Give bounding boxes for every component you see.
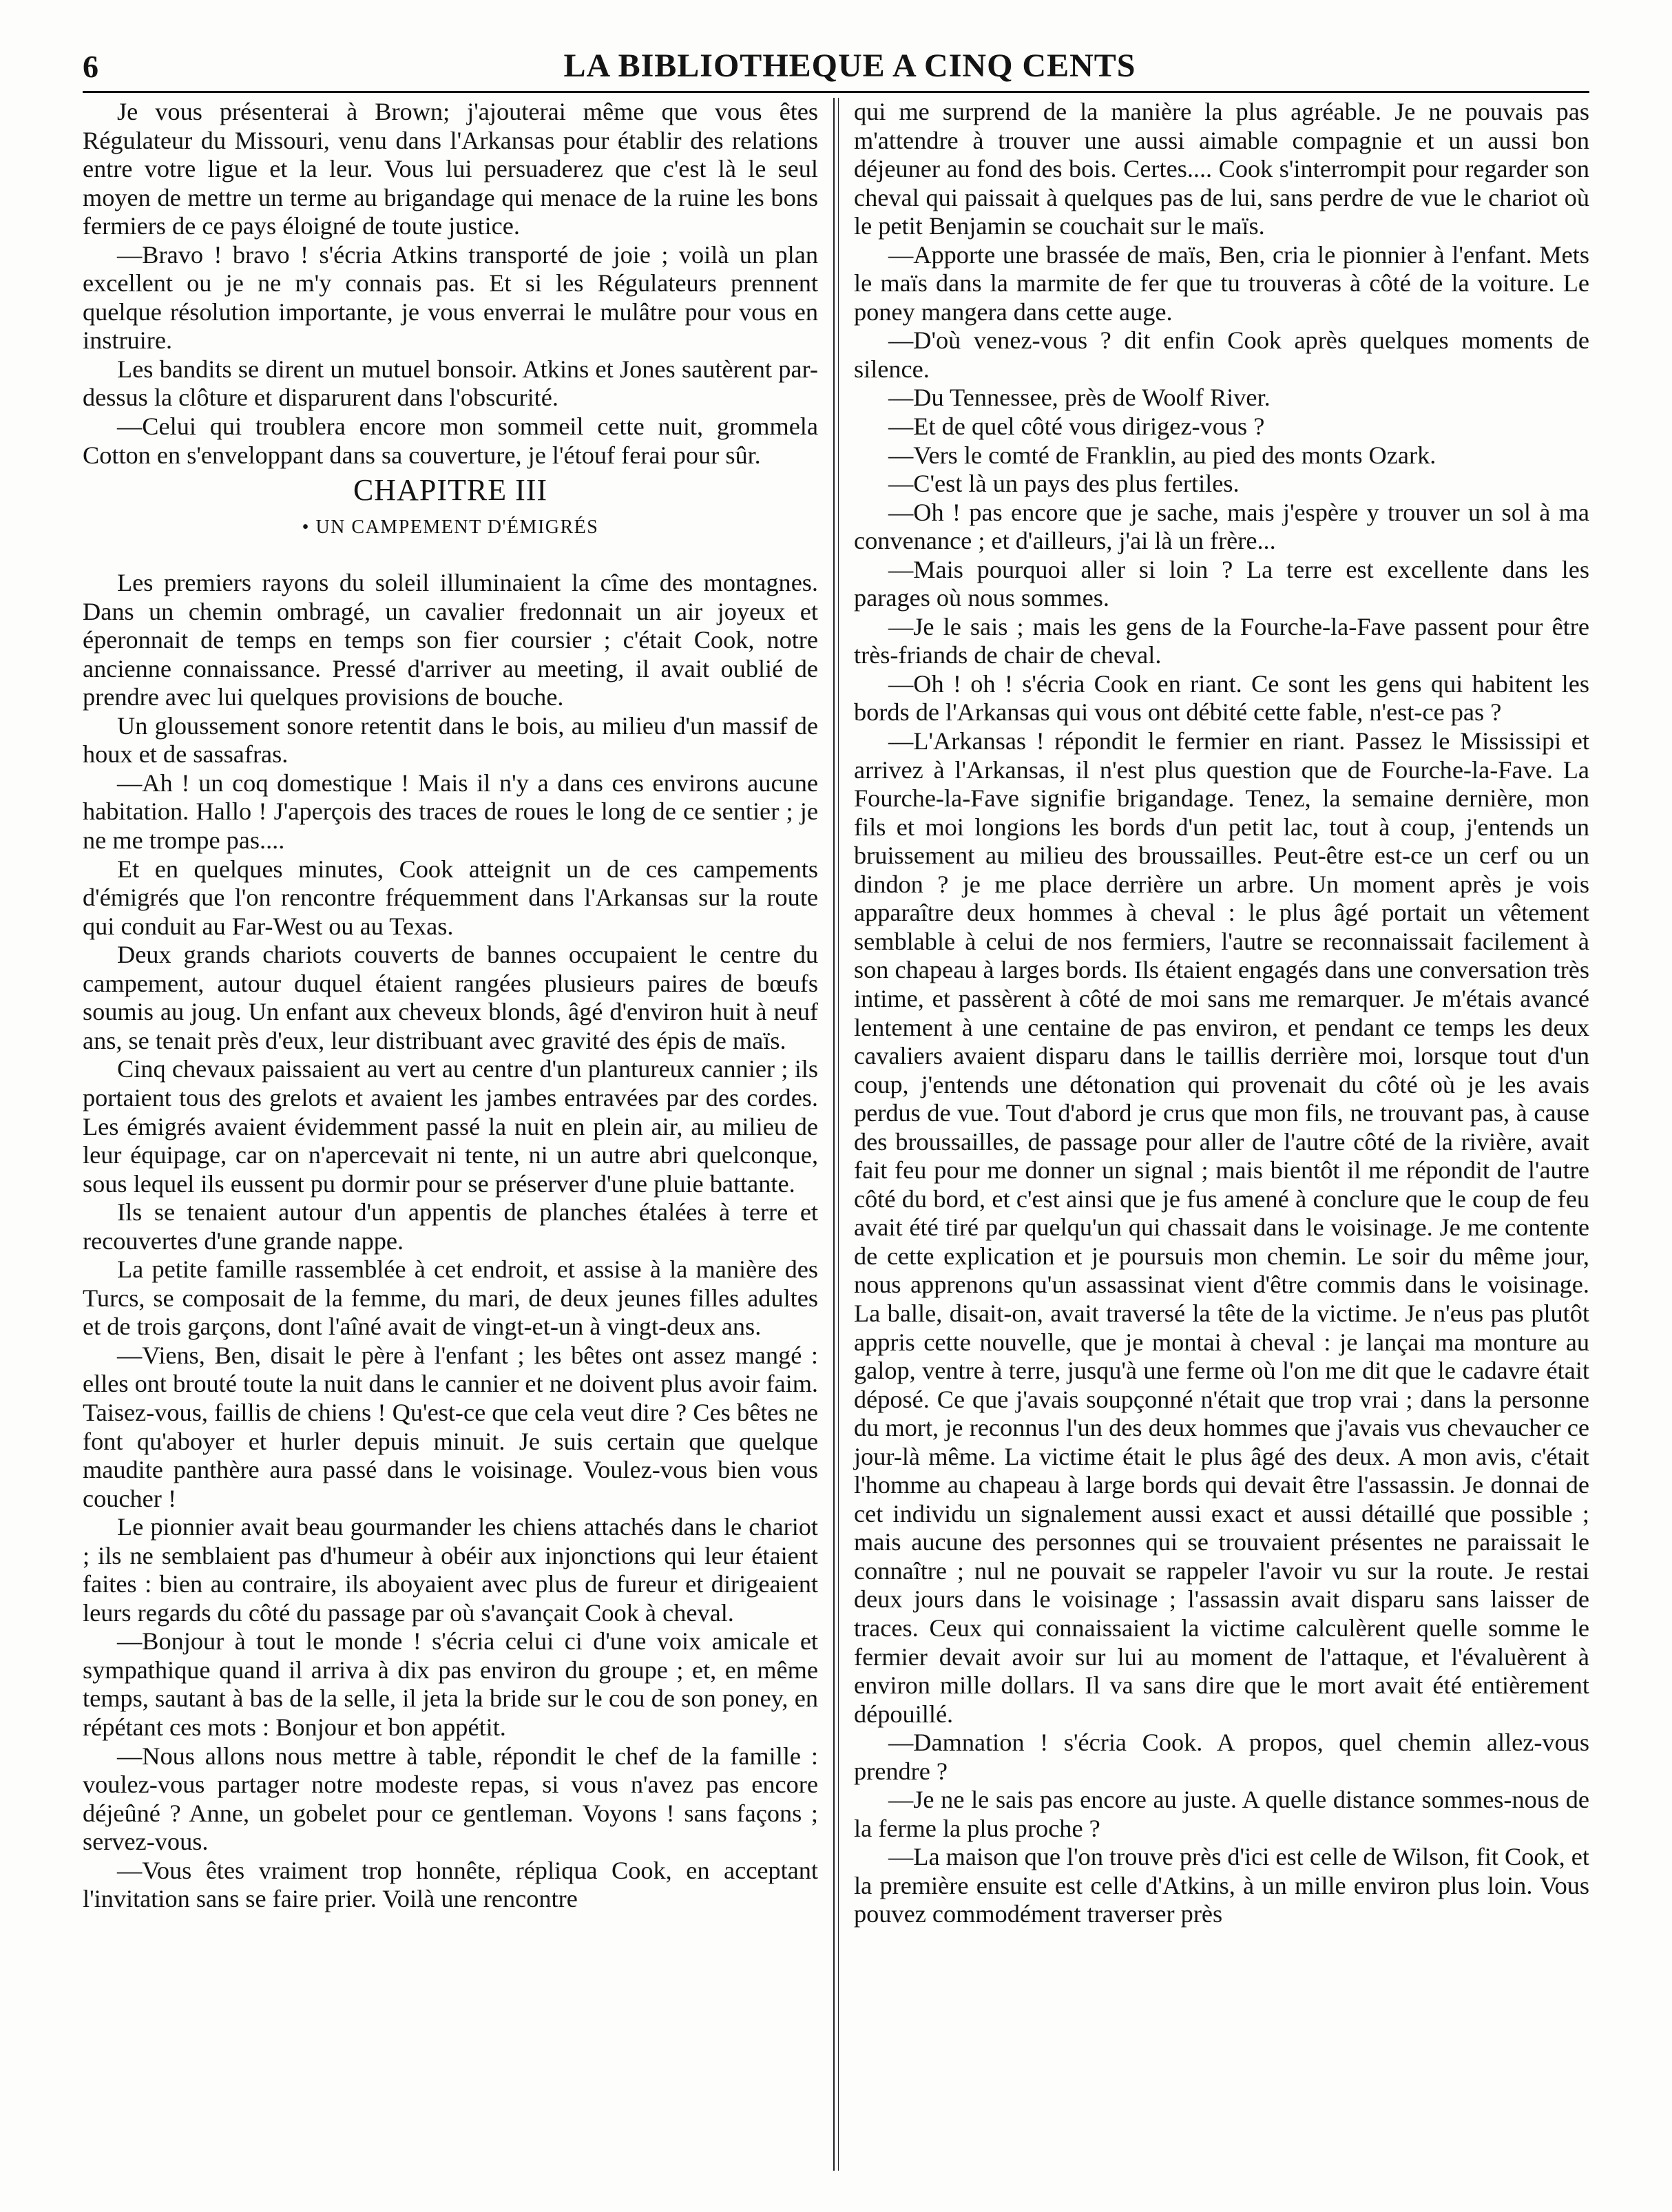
text-columns [83, 98, 1589, 2171]
paragraph: Et en quelques minutes, Cook atteignit un de ces campements d'émigrés que l'on rencontre fréquemment dans l'Arkansas sur la route qui conduit au Far-West ou au Texas. [83, 855, 819, 940]
paragraph: Deux grands chariots couverts de bannes occupaient le centre du campement, autour duquel étaient rangées plusieurs paires de bœufs soumis au joug. Un enfant aux cheveux blonds, âgé d'environ huit à neuf ans, se tenait près d'eux, leur distribuant avec gravité des épis de maïs. [83, 941, 819, 1054]
left-column [83, 98, 825, 2171]
page-header [83, 44, 1589, 93]
paragraph: —Viens, Ben, disait le père à l'enfant ; les bêtes ont assez mangé : elles ont brouté toute la nuit dans le cannier et ne doivent plus avoir faim. Taisez-vous, faillis de chiens ! Qu'est-ce que cela veut dire ? Ces bêtes ne font qu'aboyer et hurler depuis minuit. Je suis certain que quelque maudite panthère aura passé dans le voisinage. Voulez-vous bien vous coucher ! [83, 1341, 819, 1512]
paragraph: —La maison que l'on trouve près d'ici est celle de Wilson, fit Cook, et la première ensuite est celle d'Atkins, à un mille environ plus loin. Vous pouvez commodément traverser près [853, 1843, 1589, 1928]
paragraph: —Apporte une brassée de maïs, Ben, cria le pionnier à l'enfant. Mets le maïs dans la marmite de fer que tu trouveras à côté de la voiture. Le poney mangera dans cette auge. [853, 240, 1589, 326]
paragraph: Les bandits se dirent un mutuel bonsoir. Atkins et Jones sautèrent par-dessus la clôture et disparurent dans l'obscurité. [83, 355, 819, 412]
paragraph: Cinq chevaux paissaient au vert au centre d'un plantureux cannier ; ils portaient tous des grelots et avaient les jambes entravées par des cordes. Les émigrés avaient évidemment passé la nuit en plein air, au milieu de leur équipage, car on n'apercevait ni tente, ni un autre abri quelconque, sous lequel ils eussent pu dormir pour se préserver d'une pluie battante. [83, 1055, 819, 1198]
paragraph: —Je ne le sais pas encore au juste. A quelle distance sommes-nous de la ferme la plus proche ? [853, 1786, 1589, 1842]
paragraph: —Oh ! pas encore que je sache, mais j'espère y trouver un sol à ma convenance ; et d'ailleurs, j'ai là un frère... [853, 498, 1589, 555]
paragraph: —C'est là un pays des plus fertiles. [888, 470, 1240, 498]
paragraph: —Vers le comté de Franklin, au pied des monts Ozark. [888, 441, 1436, 469]
column-divider [833, 98, 839, 2171]
paragraph: —Je le sais ; mais les gens de la Fourche-la-Fave passent pour être très-friands de chair de cheval. [853, 612, 1589, 669]
running-title: LA BIBLIOTHEQUE A CINQ CENTS [563, 48, 1136, 84]
paragraph: Je vous présenterai à Brown; j'ajouterai même que vous êtes Régulateur du Missouri, venu dans l'Arkansas pour établir des relations entre votre ligue et la leur. Vous lui persuaderez que c'est là le seul moyen de mettre un terme au brigandage qui menace de la ruine les bons fermiers de ce pays éloigné de toute justice. [83, 98, 819, 240]
right-column [847, 98, 1589, 2171]
chapter-heading: CHAPITRE III [353, 473, 548, 508]
paragraph: Le pionnier avait beau gourmander les chiens attachés dans le chariot ; ils ne semblaient pas d'humeur à obéir aux injonctions qui leur étaient faites : bien au contraire, ils aboyaient avec plus de fureur et dirigeaient leurs regards du côté du passage par où s'avançait Cook à cheval. [83, 1513, 819, 1627]
paragraph-continuation: qui me surprend de la manière la plus agréable. Je ne pouvais pas m'attendre à trouver une aussi aimable compagnie et un aussi bon déjeuner au fond des bois. Certes.... Cook s'interrompit pour regarder son cheval qui paissait à quelques pas de lui, sans perdre de vue le chariot où le petit Benjamin se couchait sur le maïs. [853, 98, 1589, 240]
paragraph: Ils se tenaient autour d'un appentis de planches étalées à terre et recouvertes d'une grande nappe. [83, 1198, 819, 1255]
paragraph: —Ah ! un coq domestique ! Mais il n'y a dans ces environs aucune habitation. Hallo ! J'aperçois des traces de roues le long de ce sentier ; je ne me trompe pas.... [83, 769, 819, 855]
paragraph: —Bravo ! bravo ! s'écria Atkins transporté de joie ; voilà un plan excellent ou je ne m'y connais pas. Et si les Régulateurs prennent quelque résolution importante, je vous enverrai le mulâtre pour vous en instruire. [83, 240, 819, 355]
paragraph: —Mais pourquoi aller si loin ? La terre est excellente dans les parages où nous sommes. [853, 555, 1589, 612]
paragraph: —D'où venez-vous ? dit enfin Cook après quelques moments de silence. [853, 326, 1589, 383]
paragraph: Un gloussement sonore retentit dans le bois, au milieu d'un massif de houx et de sassafras. [83, 711, 819, 769]
paragraph: —Nous allons nous mettre à table, répondit le chef de la famille : voulez-vous partager notre modeste repas, si vous n'avez pas encore déjeûné ? Anne, un gobelet pour ce gentleman. Voyons ! sans façons ; servez-vous. [83, 1742, 819, 1856]
paragraph: —Celui qui troublera encore mon sommeil cette nuit, grommela Cotton en s'enveloppant dans sa couverture, je l'étouf ferai pour sûr. [83, 413, 819, 469]
paragraph: La petite famille rassemblée à cet endroit, et assise à la manière des Turcs, se composait de la femme, du mari, de deux jeunes filles adultes et de trois garçons, dont l'aîné avait de vingt-et-un à vingt-deux ans. [83, 1255, 819, 1341]
paragraph: —Oh ! oh ! s'écria Cook en riant. Ce sont les gens qui habitent les bords de l'Arkansas qui vous ont débité cette fable, n'est-ce pas ? [853, 669, 1589, 727]
chapter-subtitle: • UN CAMPEMENT D'ÉMIGRÉS [302, 517, 599, 539]
paragraph: Les premiers rayons du soleil illuminaient la cîme des montagnes. Dans un chemin ombragé, un cavalier fredonnait un air joyeux et éperonnait de temps en temps son fier coursier ; c'était Cook, notre ancienne connaissance. Pressé d'arriver au meeting, il avait oublié de prendre avec lui quelques provisions de bouche. [83, 569, 819, 711]
paragraph: —Vous êtes vraiment trop honnête, répliqua Cook, en acceptant l'invitation sans se faire prier. Voilà une rencontre [83, 1856, 819, 1913]
paragraph: —Bonjour à tout le monde ! s'écria celui ci d'une voix amicale et sympathique quand il arriva à dix pas environ du groupe ; et, en même temps, sautant à bas de la selle, il jeta la bride sur le cou de son poney, en répétant ces mots : Bonjour et bon appétit. [83, 1627, 819, 1741]
paragraph: —Et de quel côté vous dirigez-vous ? [888, 413, 1265, 441]
paragraph: —Damnation ! s'écria Cook. A propos, quel chemin allez-vous prendre ? [853, 1729, 1589, 1785]
paragraph: —Du Tennessee, près de Woolf River. [888, 384, 1271, 412]
page-number: 6 [83, 49, 98, 84]
paragraph: —L'Arkansas ! répondit le fermier en riant. Passez le Mississipi et arrivez à l'Arkansas, il n'est plus question que de Fourche-la-Fave. La Fourche-la-Fave signifie brigandage. Tenez, la semaine dernière, mon fils et moi longions les bords d'un petit lac, tout à coup, j'entends un bruissement au milieu des broussailles. Peut-être est-ce un cerf ou un dindon ? je me place derrière un arbre. Un moment après je vois apparaître deux hommes à cheval : le plus âgé portait un vêtement semblable à celui de nos fermiers, l'autre se reconnaissait facilement à son chapeau à larges bords. Ils étaient engagés dans une conversation très intime, et passèrent à côté de moi sans me remarquer. Je m'étais avancé lentement à une centaine de pas environ, et pendant ce temps les deux cavaliers avaient disparu dans le taillis derrière moi, lorsque tout d'un coup, j'entends une détonation qui provenait du côté où je les avais perdus de vue. Tout d'abord je crus que mon fils, ne trouvant pas, à cause des broussailles, de passage pour aller de l'autre côté de la rivière, avait fait feu pour me donner un signal ; mais bientôt il me répondit de l'autre côté du bord, et c'est ainsi que je fus amené à conclure que le coup de feu avait été tiré par quelqu'un qui chassait dans le voisinage. Je me contente de cette explication et je poursuis mon chemin. Le soir du même jour, nous apprenons qu'un assassinat vient d'être commis dans le voisinage. La balle, disait-on, avait traversé la tête de la victime. Je n'eus pas plutôt appris cette nouvelle, que je montai à cheval : je lançai ma monture au galop, ventre à terre, jusqu'à une ferme où l'on me dit que le cadavre était déposé. Ce que j'avais soupçonné n'était que trop vrai ; dans la personne du mort, je reconnus l'un des deux hommes que j'avais vus chevaucher ce jour-là même. La victime était le plus âgé des deux. A mon avis, c'était l'homme au chapeau à large bords qui devait être l'assassin. Je donnai de cet individu un signalement aussi exact et aussi détaillé que possible ; mais aucune des personnes qui se trouvaient présentes ne paraissait le connaître ; nul ne pouvait se rappeler l'avoir vu sur la route. Je restai deux jours dans le voisinage ; l'assassin avait disparu sans laisser de traces. Ceux qui connaissaient la victime calculèrent quelle somme le fermier devait avoir sur lui au moment de l'attaque, et l'évaluèrent à environ mille dollars. Il va sans dire que le mort avait été entièrement dépouillé. [853, 727, 1589, 1728]
